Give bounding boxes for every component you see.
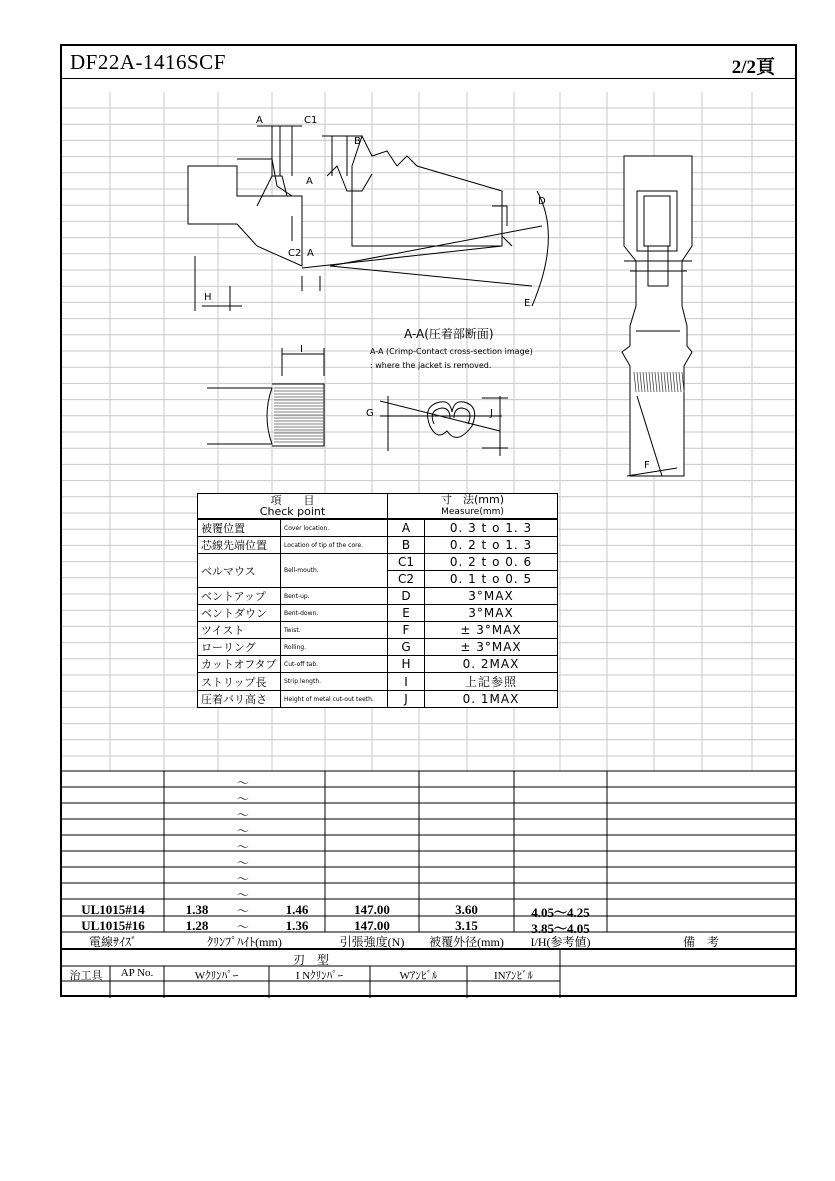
label-in-anvil: INｱﾝﾋﾞﾙ [493,970,534,982]
row-value: 0. 1 t o 0. 5 [425,571,558,588]
row-en: Bent-up. [281,588,388,605]
crimp-height-max: 1.36 [285,918,309,933]
dim-label-d: D [538,196,546,207]
title-divider [62,78,795,79]
row-symbol: J [388,691,425,708]
dim-label-e: E [524,298,531,309]
wire-size: UL1015#16 [81,918,145,933]
row-en: Strip length. [281,673,388,691]
row-en: Bent-down. [281,605,388,622]
row-en: Cut-off tab. [281,656,388,673]
row-symbol: H [388,656,425,673]
row-value: 0. 3 t o 1. 3 [425,519,558,537]
row-value: ± 3°MAX [425,639,558,656]
empty-spec-row [62,838,799,854]
dim-label-j: J [490,408,493,419]
tensile-strength: 147.00 [354,918,390,933]
range-tilde: ～ [236,904,249,918]
row-jp: ツイスト [198,622,281,639]
spec-column-labels [62,932,799,948]
row-symbol: D [388,588,425,605]
row-value: 0. 2MAX [425,656,558,673]
outer-diameter: 3.60 [455,902,478,917]
label-wire-size: 電線ｻｲｽﾞ [88,935,137,949]
row-en: Height of metal cut-out teeth. [281,691,388,708]
row-en: Twist. [281,622,388,639]
table-row [198,519,558,537]
section-caption-2: : where the jacket is removed. [370,361,492,370]
row-symbol: B [388,537,425,554]
section-caption-1: A-A (Crimp-Contact cross-section image) [370,347,533,356]
dim-label-f: F [644,460,650,471]
dim-label-a-top: A [256,115,263,126]
dim-label-i: I [300,344,303,355]
crimp-height-min: 1.28 [185,918,209,933]
row-jp: ストリップ長 [198,673,281,691]
label-remarks: 備 考 [682,935,719,949]
label-in-crimper: I Nｸﾘﾝﾊﾟｰ [295,970,344,982]
row-value: 3°MAX [425,605,558,622]
label-w-anvil: Wｱﾝﾋﾞﾙ [399,970,438,982]
row-jp: ベントアップ [198,588,281,605]
range-tilde: ～ [236,776,249,790]
range-tilde: ～ [236,888,249,902]
row-en: Bell-mouth. [281,554,388,588]
blade-title-text: 刃 型 [292,953,329,967]
table-row [198,588,558,605]
empty-spec-row [62,822,799,838]
crimp-height-min: 1.38 [185,902,209,917]
range-tilde: ～ [236,792,249,806]
header-item-jp: 項 目 [270,494,315,507]
dim-label-a-low: A [307,248,314,259]
row-jp: ベントダウン [198,605,281,622]
spec-row [62,902,799,918]
empty-spec-row [62,854,799,870]
row-jp: 圧着バリ高さ [198,691,281,708]
label-outer-diameter: 被覆外径(mm) [429,935,504,949]
table-row [198,622,558,639]
range-tilde: ～ [236,872,249,886]
dim-label-c2: C2 [288,248,302,259]
row-en: Location of tip of the core. [281,537,388,554]
table-row [198,691,558,708]
row-value: 3°MAX [425,588,558,605]
empty-spec-row [62,774,799,790]
empty-spec-row [62,790,799,806]
row-value: 上記参照 [425,673,558,691]
row-jp: 被覆位置 [198,519,281,537]
header-measure [388,494,558,520]
empty-spec-row [62,870,799,886]
row-value: 0. 2 t o 1. 3 [425,537,558,554]
crimp-drawing [62,96,795,516]
dim-label-g: G [366,408,374,419]
outer-diameter: 3.15 [455,918,478,933]
row-symbol: E [388,605,425,622]
drawing-sheet [60,44,797,997]
section-title: A-A(圧着部断面) [404,327,494,341]
label-tensile: 引張強度(N) [339,935,405,949]
row-value: 0. 1MAX [425,691,558,708]
row-symbol: A [388,519,425,537]
empty-spec-row [62,886,799,902]
check-point-table [197,493,558,708]
page-number: 2/2頁 [731,57,775,78]
label-ih: I/H(参考値) [530,935,591,949]
row-jp: ローリング [198,639,281,656]
dim-label-h: H [204,292,212,303]
row-symbol: C2 [388,571,425,588]
dim-label-c1: C1 [304,115,318,126]
row-symbol: C1 [388,554,425,571]
row-value: 0. 2 t o 0. 6 [425,554,558,571]
row-jp: カットオフタブ [198,656,281,673]
label-w-crimper: Wｸﾘﾝﾊﾟｰ [194,970,239,982]
insulation-height: 4.05～4.25 [531,905,590,920]
table-row [198,537,558,554]
header-measure-en: Measure(mm) [441,507,504,517]
header-item-en: Check point [259,505,326,518]
label-ap-no: AP No. [120,967,154,979]
label-crimp-height: ｸﾘﾝﾌﾟﾊｲﾄ(mm) [207,935,282,949]
table-row [198,554,558,571]
row-en: Cover location. [281,519,388,537]
dim-label-b: B [354,136,361,147]
row-symbol: G [388,639,425,656]
range-tilde: ～ [236,808,249,822]
dim-label-a-mid: A [306,176,313,187]
header-item [198,494,388,520]
table-row [198,605,558,622]
label-jig: 治工具 [69,970,103,982]
range-tilde: ～ [236,840,249,854]
insulation-height: 3.85～4.05 [531,921,590,936]
table-row [198,673,558,691]
row-symbol: F [388,622,425,639]
wire-size: UL1015#14 [81,902,145,917]
range-tilde: ～ [236,824,249,838]
header-measure-jp: 寸 法(mm) [440,493,504,506]
empty-spec-row [62,806,799,822]
row-symbol: I [388,673,425,691]
table-row [198,639,558,656]
tensile-strength: 147.00 [354,902,390,917]
table-row [198,656,558,673]
row-en: Rolling. [281,639,388,656]
range-tilde: ～ [236,920,249,934]
range-tilde: ～ [236,856,249,870]
row-jp: ベルマウス [198,554,281,588]
row-jp: 芯線先端位置 [198,537,281,554]
row-value: ± 3°MAX [425,622,558,639]
document-title: DF22A-1416SCF [70,50,226,74]
crimp-height-max: 1.46 [285,902,309,917]
